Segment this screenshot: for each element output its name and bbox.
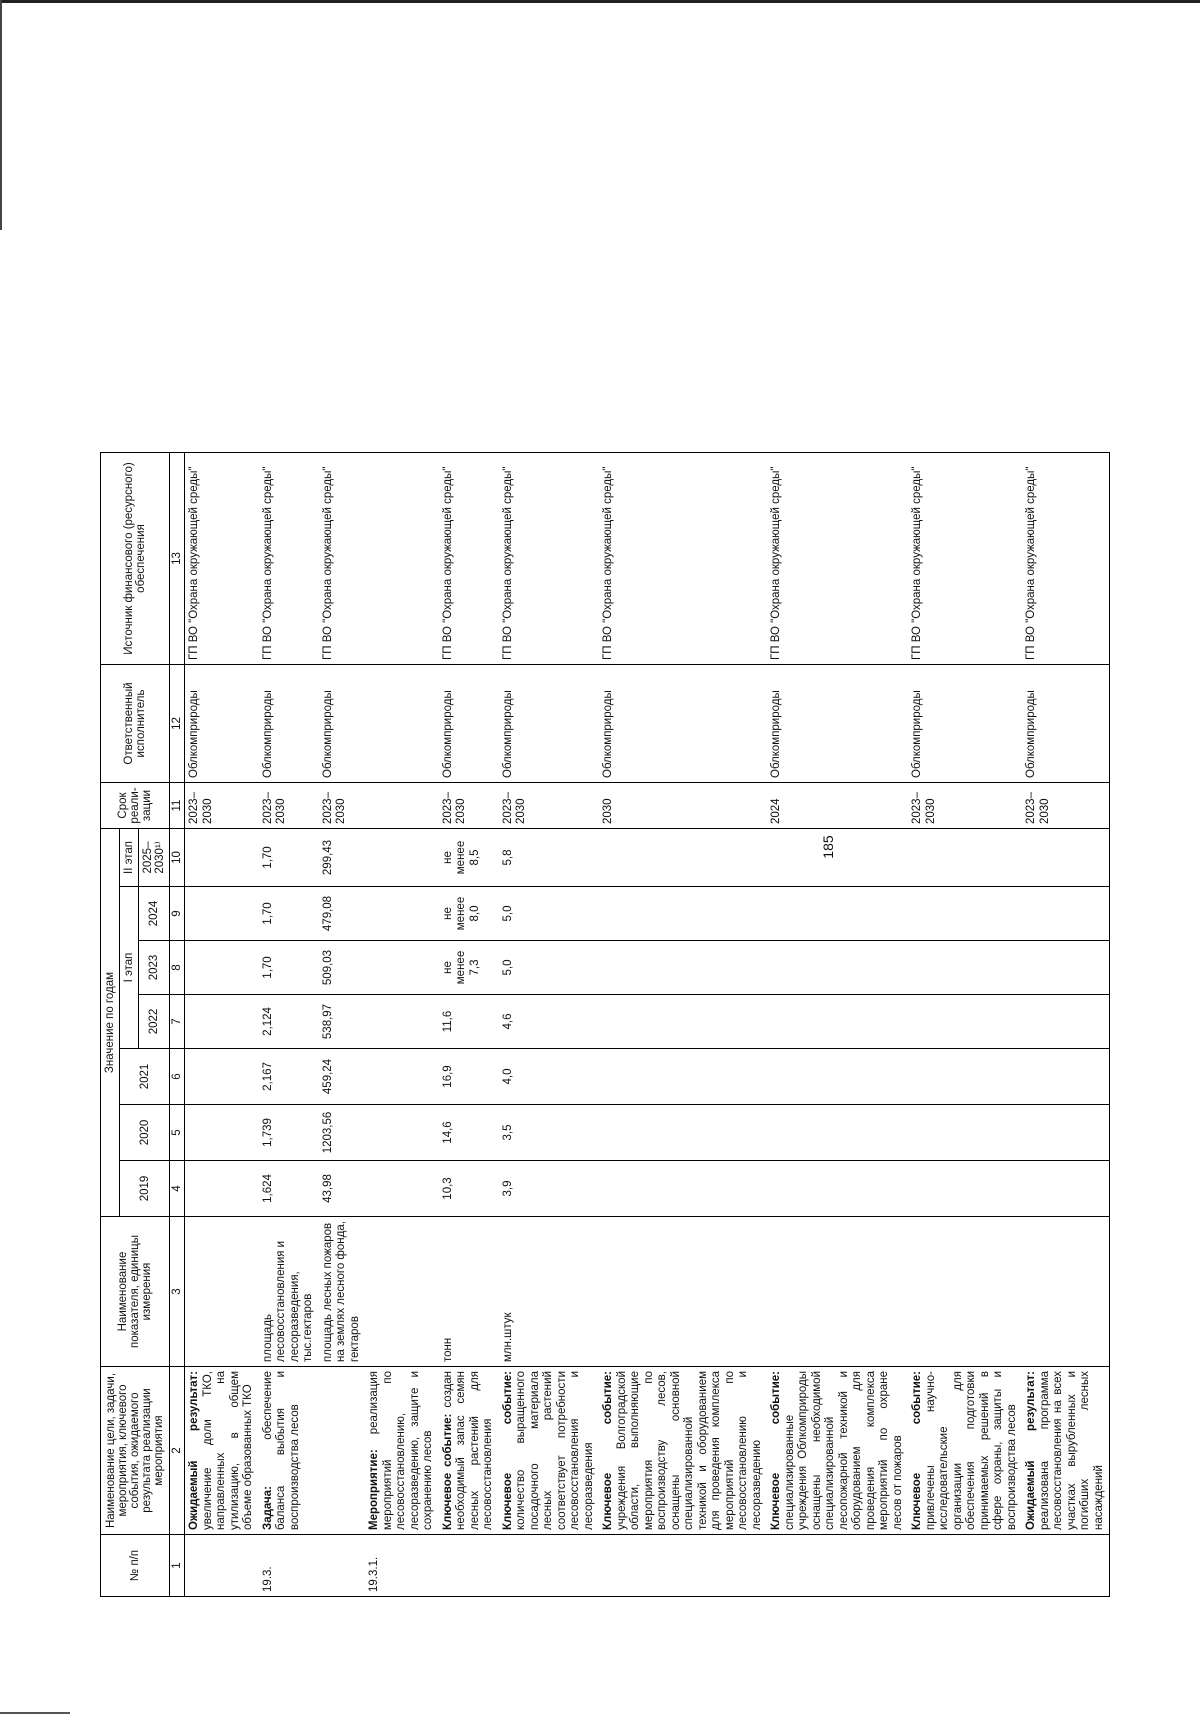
value-2022-cell <box>1022 995 1110 1049</box>
term-cell: 2030 <box>599 783 767 829</box>
value-2020-cell <box>767 1105 908 1161</box>
table-row <box>908 453 1022 1597</box>
header-name: Наименование цели, задачи, мероприятия, ключевого события, ожидаемого результата реализации мероприятия <box>101 1367 170 1535</box>
page-number: 185 <box>820 835 836 859</box>
row-type-label: Задача: <box>261 1486 274 1530</box>
value-2023-cell: 509,03 <box>319 941 366 995</box>
row-name-cell <box>767 1367 908 1535</box>
table-row <box>767 453 908 1597</box>
row-name-cell <box>599 1367 767 1535</box>
indicator-cell: млн.штук <box>499 1217 600 1367</box>
col-number: 7 <box>170 995 185 1049</box>
indicator-cell <box>908 1217 1022 1367</box>
value-2025-2030-cell <box>185 829 259 887</box>
value-2023-cell <box>599 941 767 995</box>
row-description: реализация мероприятий по лесовосстановлению, лесоразведению, защите и сохранению лесов <box>368 1371 434 1530</box>
executor-cell: Облкомприроды <box>767 665 908 783</box>
value-2025-2030-cell: 299,43 <box>319 829 366 887</box>
value-2023-cell <box>767 941 908 995</box>
term-cell: 2023–2030 <box>185 783 259 829</box>
value-2025-2030-cell <box>767 829 908 887</box>
source-cell: ГП ВО "Охрана окружающей среды" <box>767 453 908 665</box>
value-2022-cell: 4,6 <box>499 995 600 1049</box>
header-term: Срок реали-зации <box>101 783 170 829</box>
value-2020-cell <box>1022 1105 1110 1161</box>
source-cell: ГП ВО "Охрана окружающей среды" <box>499 453 600 665</box>
value-2019-cell <box>767 1161 908 1217</box>
row-type-label: Ожидаемый результат: <box>188 1371 200 1530</box>
executor-cell: Облкомприроды <box>439 665 499 783</box>
value-2019-cell <box>908 1161 1022 1217</box>
executor-cell: Облкомприроды <box>499 665 600 783</box>
value-2025-2030-cell <box>908 829 1022 887</box>
value-2020-cell <box>185 1105 259 1161</box>
header-num: № п/п <box>101 1535 170 1597</box>
value-2024-cell: не менее 8,0 <box>439 887 499 941</box>
row-type-label: Ключевое событие: <box>441 1413 454 1530</box>
row-description: обеспечение баланса выбытия и воспроизводства лесов <box>261 1371 301 1530</box>
value-2019-cell: 1,624 <box>259 1161 319 1217</box>
header-2024: 2024 <box>139 887 170 941</box>
value-2025-2030-cell <box>599 829 767 887</box>
row-number-cell <box>767 1535 908 1597</box>
source-cell: ГП ВО "Охрана окружающей среды" <box>599 453 767 665</box>
value-2019-cell <box>365 1161 439 1217</box>
row-description: создан необходимый запас семян лесных растений для лесовосстановления <box>441 1371 494 1530</box>
value-2024-cell <box>908 887 1022 941</box>
term-cell <box>365 783 439 829</box>
source-cell: ГП ВО "Охрана окружающей среды" <box>1022 453 1110 665</box>
table-body <box>185 453 1110 1597</box>
table-row <box>599 453 767 1597</box>
indicator-cell <box>599 1217 767 1367</box>
value-2023-cell <box>185 941 259 995</box>
value-2025-2030-cell: 1,70 <box>259 829 319 887</box>
value-2023-cell: не менее 7,3 <box>439 941 499 995</box>
table-row <box>499 453 600 1597</box>
row-name-cell <box>365 1367 439 1535</box>
row-name-cell <box>1022 1367 1110 1535</box>
col-number: 1 <box>170 1535 185 1597</box>
value-2023-cell <box>1022 941 1110 995</box>
value-2022-cell <box>599 995 767 1049</box>
value-2024-cell: 1,70 <box>259 887 319 941</box>
executor-cell: Облкомприроды <box>185 665 259 783</box>
row-name-cell <box>185 1367 259 1535</box>
row-type-label: Ключевое событие: <box>911 1371 923 1530</box>
executor-cell: Облкомприроды <box>259 665 319 783</box>
table-row <box>365 453 439 1597</box>
row-name-cell <box>439 1367 499 1535</box>
value-2020-cell <box>908 1105 1022 1161</box>
row-number-cell <box>499 1535 600 1597</box>
row-description: количество выращенного посадочного материала лесных растений соответствует потребности лесовосстановления и лесоразведения <box>515 1371 595 1530</box>
indicator-cell <box>185 1217 259 1367</box>
value-2022-cell <box>767 995 908 1049</box>
col-number: 3 <box>170 1217 185 1367</box>
value-2024-cell <box>767 887 908 941</box>
source-cell: ГП ВО "Охрана окружающей среды" <box>259 453 319 665</box>
row-type-label: Ожидаемый результат: <box>1025 1371 1037 1530</box>
row-description: привлечены научно-исследовательские организации для обеспечения подготовки принимаемых решений в сфере охраны, защиты и воспроизводства лесов <box>924 1371 1018 1530</box>
table-row <box>185 453 259 1597</box>
value-2023-cell <box>908 941 1022 995</box>
table-row <box>439 453 499 1597</box>
value-2022-cell <box>908 995 1022 1049</box>
value-2021-cell <box>599 1049 767 1105</box>
col-number: 9 <box>170 887 185 941</box>
row-number-cell <box>1022 1535 1110 1597</box>
header-2021: 2021 <box>120 1049 170 1105</box>
executor-cell: Облкомприроды <box>599 665 767 783</box>
table-row <box>259 453 319 1597</box>
source-cell: ГП ВО "Охрана окружающей среды" <box>319 453 366 665</box>
value-2021-cell: 16,9 <box>439 1049 499 1105</box>
header-2023: 2023 <box>139 941 170 995</box>
row-number-cell <box>599 1535 767 1597</box>
header-2019: 2019 <box>120 1161 170 1217</box>
value-2025-2030-cell: 5,8 <box>499 829 600 887</box>
col-number: 12 <box>170 665 185 783</box>
value-2024-cell <box>365 887 439 941</box>
value-2024-cell <box>185 887 259 941</box>
executor-cell <box>365 665 439 783</box>
row-number-cell <box>908 1535 1022 1597</box>
header-stage-2: II этап <box>120 829 139 887</box>
row-description: учреждения Волгоградской области, выполняющие мероприятия по воспроизводству лесов, оснащены основной специализированной техникой и оборудованием для проведения комплекса мероприятий по лесовосстановлению и лесоразведению <box>615 1371 763 1530</box>
value-2021-cell <box>767 1049 908 1105</box>
row-type-label: Ключевое событие: <box>602 1371 614 1530</box>
source-cell: ГП ВО "Охрана окружающей среды" <box>439 453 499 665</box>
col-number: 11 <box>170 783 185 829</box>
term-cell: 2023–2030 <box>319 783 366 829</box>
indicator-cell: тонн <box>439 1217 499 1367</box>
term-cell: 2023–2030 <box>259 783 319 829</box>
executor-cell: Облкомприроды <box>319 665 366 783</box>
table-row <box>319 453 366 1597</box>
col-number: 5 <box>170 1105 185 1161</box>
header-2020: 2020 <box>120 1105 170 1161</box>
value-2025-2030-cell <box>365 829 439 887</box>
value-2019-cell <box>599 1161 767 1217</box>
value-2024-cell: 479,08 <box>319 887 366 941</box>
indicator-cell: площадь лесных пожаров на землях лесного фонда, гектаров <box>319 1217 366 1367</box>
row-name-cell <box>259 1367 319 1535</box>
col-number: 13 <box>170 453 185 665</box>
indicator-cell: площадь лесовосстановления и лесоразведения, тыс.гектаров <box>259 1217 319 1367</box>
col-number: 10 <box>170 829 185 887</box>
header-executor: Ответственный исполнитель <box>101 665 170 783</box>
value-2021-cell <box>908 1049 1022 1105</box>
value-2019-cell: 10,3 <box>439 1161 499 1217</box>
col-number: 4 <box>170 1161 185 1217</box>
value-2023-cell <box>365 941 439 995</box>
value-2022-cell <box>365 995 439 1049</box>
term-cell: 2024 <box>767 783 908 829</box>
executor-cell: Облкомприроды <box>908 665 1022 783</box>
value-2019-cell: 43,98 <box>319 1161 366 1217</box>
source-cell: ГП ВО "Охрана окружающей среды" <box>908 453 1022 665</box>
header-values-by-year: Значение по годам <box>101 829 120 1217</box>
value-2021-cell: 4,0 <box>499 1049 600 1105</box>
value-2020-cell <box>365 1105 439 1161</box>
table-row <box>1022 453 1110 1597</box>
col-number: 8 <box>170 941 185 995</box>
value-2025-2030-cell <box>1022 829 1110 887</box>
value-2022-cell: 2,124 <box>259 995 319 1049</box>
value-2021-cell: 459,24 <box>319 1049 366 1105</box>
value-2023-cell: 5,0 <box>499 941 600 995</box>
row-type-label: Ключевое событие: <box>501 1371 514 1530</box>
row-number-cell: 19.3. <box>259 1535 319 1597</box>
value-2020-cell: 3,5 <box>499 1105 600 1161</box>
row-description: специализированные учреждения Облкомприроды оснащены необходимой специализированной лесопожарной техникой и оборудованием для проведения комплекса мероприятий по охране лесов от пожаров <box>783 1371 904 1530</box>
row-number-cell: 19.3.1. <box>365 1535 439 1597</box>
term-cell: 2023–2030 <box>908 783 1022 829</box>
col-number: 6 <box>170 1049 185 1105</box>
header-2022: 2022 <box>139 995 170 1049</box>
row-number-cell <box>185 1535 259 1597</box>
value-2022-cell: 538,97 <box>319 995 366 1049</box>
value-2024-cell <box>599 887 767 941</box>
row-number-cell <box>439 1535 499 1597</box>
indicator-cell <box>1022 1217 1110 1367</box>
value-2021-cell <box>365 1049 439 1105</box>
col-number: 2 <box>170 1367 185 1535</box>
value-2020-cell <box>599 1105 767 1161</box>
term-cell: 2023–2030 <box>439 783 499 829</box>
term-cell: 2023–2030 <box>499 783 600 829</box>
row-description: увеличение доли ТКО, направленных на утилизацию, в общем объеме образованных ТКО <box>201 1371 254 1530</box>
value-2020-cell: 1203,56 <box>319 1105 366 1161</box>
value-2020-cell: 14,6 <box>439 1105 499 1161</box>
header-2025-2030: 2025–2030¹⁾ <box>139 829 170 887</box>
executor-cell: Облкомприроды <box>1022 665 1110 783</box>
indicator-cell <box>365 1217 439 1367</box>
source-cell <box>365 453 439 665</box>
header-source: Источник финансового (ресурсного) обеспечения <box>101 453 170 665</box>
row-description: реализована программа лесовосстановления на всех участках вырубленных и погибших лесных насаждений <box>1038 1371 1105 1530</box>
value-2022-cell: 11,6 <box>439 995 499 1049</box>
source-cell: ГП ВО "Охрана окружающей среды" <box>185 453 259 665</box>
value-2021-cell: 2,167 <box>259 1049 319 1105</box>
row-name-cell <box>499 1367 600 1535</box>
value-2024-cell <box>1022 887 1110 941</box>
header-indicator: Наименование показателя, единицы измерения <box>101 1217 170 1367</box>
value-2022-cell <box>185 995 259 1049</box>
row-name-cell <box>319 1367 366 1535</box>
row-type-label: Ключевое событие: <box>770 1371 782 1530</box>
row-name-cell <box>908 1367 1022 1535</box>
term-cell: 2023–2030 <box>1022 783 1110 829</box>
value-2024-cell: 5,0 <box>499 887 600 941</box>
indicator-cell <box>767 1217 908 1367</box>
program-table <box>100 452 1110 1597</box>
value-2021-cell <box>185 1049 259 1105</box>
row-type-label: Мероприятие: <box>368 1449 380 1530</box>
value-2020-cell: 1,739 <box>259 1105 319 1161</box>
row-number-cell <box>319 1535 366 1597</box>
value-2019-cell <box>1022 1161 1110 1217</box>
value-2025-2030-cell: не менее 8,5 <box>439 829 499 887</box>
header-stage-1: I этап <box>120 887 139 1049</box>
value-2023-cell: 1,70 <box>259 941 319 995</box>
value-2021-cell <box>1022 1049 1110 1105</box>
value-2019-cell <box>185 1161 259 1217</box>
value-2019-cell: 3,9 <box>499 1161 600 1217</box>
